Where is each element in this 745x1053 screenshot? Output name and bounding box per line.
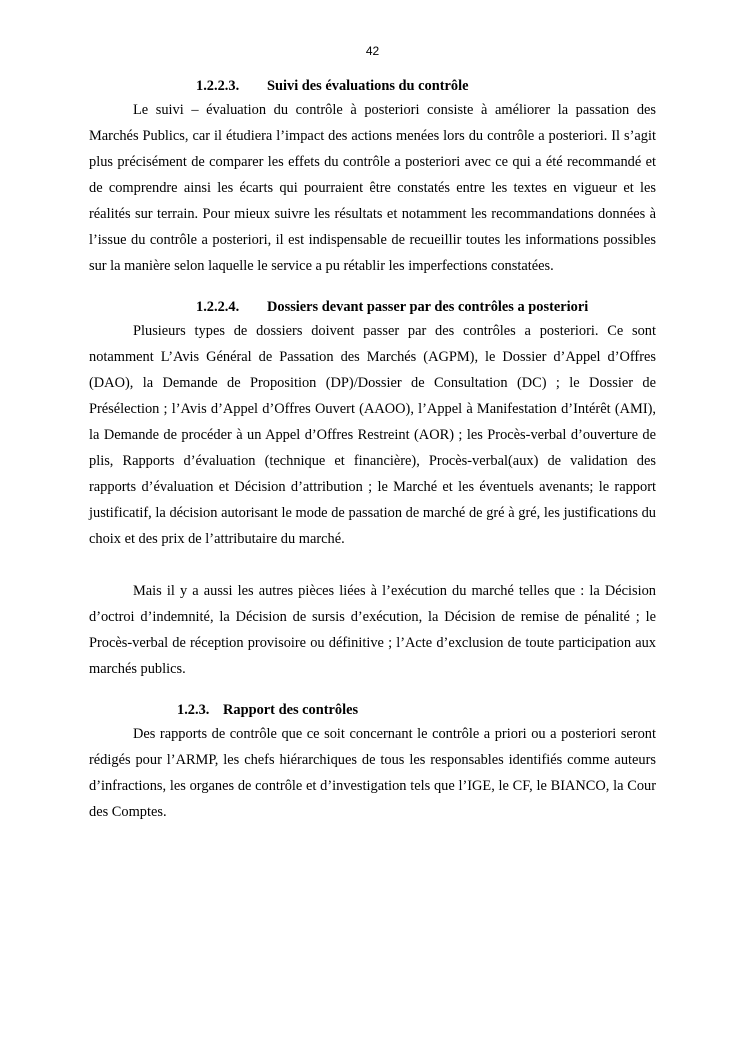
section-heading-1-2-2-3 bbox=[89, 76, 656, 97]
section-title: Dossiers devant passer par des contrôles a posteriori bbox=[267, 299, 589, 315]
section-number: 1.2.2.4. bbox=[196, 299, 240, 315]
section-number: 1.2.2.3. bbox=[196, 78, 240, 94]
section-heading-1-2-3 bbox=[89, 700, 656, 721]
paragraph-autres-pieces: Mais il y a aussi les autres pièces liées à l’exécution du marché telles que : la Décision d’octroi d’indemnité, la Décision de sursis d’exécution, la Décision de remise de pénalité ; le Procès-verbal de réception provisoire ou définitive ; l’Acte d’exclusion de toute participation aux marchés publics. bbox=[89, 583, 656, 677]
spacer bbox=[89, 682, 656, 700]
spacer bbox=[89, 552, 656, 578]
section-heading-1-2-2-4 bbox=[89, 297, 656, 318]
section-title: Suivi des évaluations du contrôle bbox=[267, 78, 469, 94]
document-body bbox=[89, 76, 656, 825]
paragraph-suivi-evaluation: Le suivi – évaluation du contrôle à posteriori consiste à améliorer la passation des Marchés Publics, car il étudiera l’impact des actions menées lors du contrôle a posteriori. Il s’agit plus précisément de comparer les effets du contrôle a posteriori avec ce qui a été recommandé et de comprendre ainsi les écarts qui pourraient être constatés entre les textes en vigueur et les réalités sur terrain. Pour mieux suivre les résultats et notamment les recommandations données à l’issue du contrôle a posteriori, il est indispensable de recueillir toutes les informations possibles sur la manière selon laquelle le service a pu rétablir les imperfections constatées. bbox=[89, 102, 656, 274]
page-number: 42 bbox=[365, 44, 380, 58]
paragraph-dossiers-types: Plusieurs types de dossiers doivent passer par des contrôles a posteriori. Ce sont notamment L’Avis Général de Passation des Marchés (AGPM), le Dossier d’Appel d’Offres (DAO), la Demande de Proposition (DP)/Dossier de Consultation (DC) ; le Dossier de Présélection ; l’Avis d’Appel d’Offres Ouvert (AAOO), l’Appel à Manifestation d’Intérêt (AMI), la Demande de procéder à un Appel d’Offres Restreint (AOR) ; les Procès-verbal d’ouverture de plis, Rapports d’évaluation (technique et financière), Procès-verbal(aux) de validation des rapports d’évaluation et Décision d’attribution ; le Marché et les éventuels avenants; le rapport justificatif, la décision autorisant le mode de passation de marché de gré à gré, les justifications du choix et des prix de l’attributaire du marché. bbox=[89, 323, 656, 547]
section-title: Rapport des contrôles bbox=[223, 702, 359, 718]
spacer bbox=[89, 279, 656, 297]
paragraph-rapport-controles: Des rapports de contrôle que ce soit concernant le contrôle a priori ou a posteriori seront rédigés pour l’ARMP, les chefs hiérarchiques de tous les responsables identifiés comme auteurs d’infractions, les organes de contrôle et d’investigation tels que l’IGE, le CF, le BIANCO, la Cour des Comptes. bbox=[89, 726, 656, 820]
section-number: 1.2.3. bbox=[177, 702, 210, 718]
